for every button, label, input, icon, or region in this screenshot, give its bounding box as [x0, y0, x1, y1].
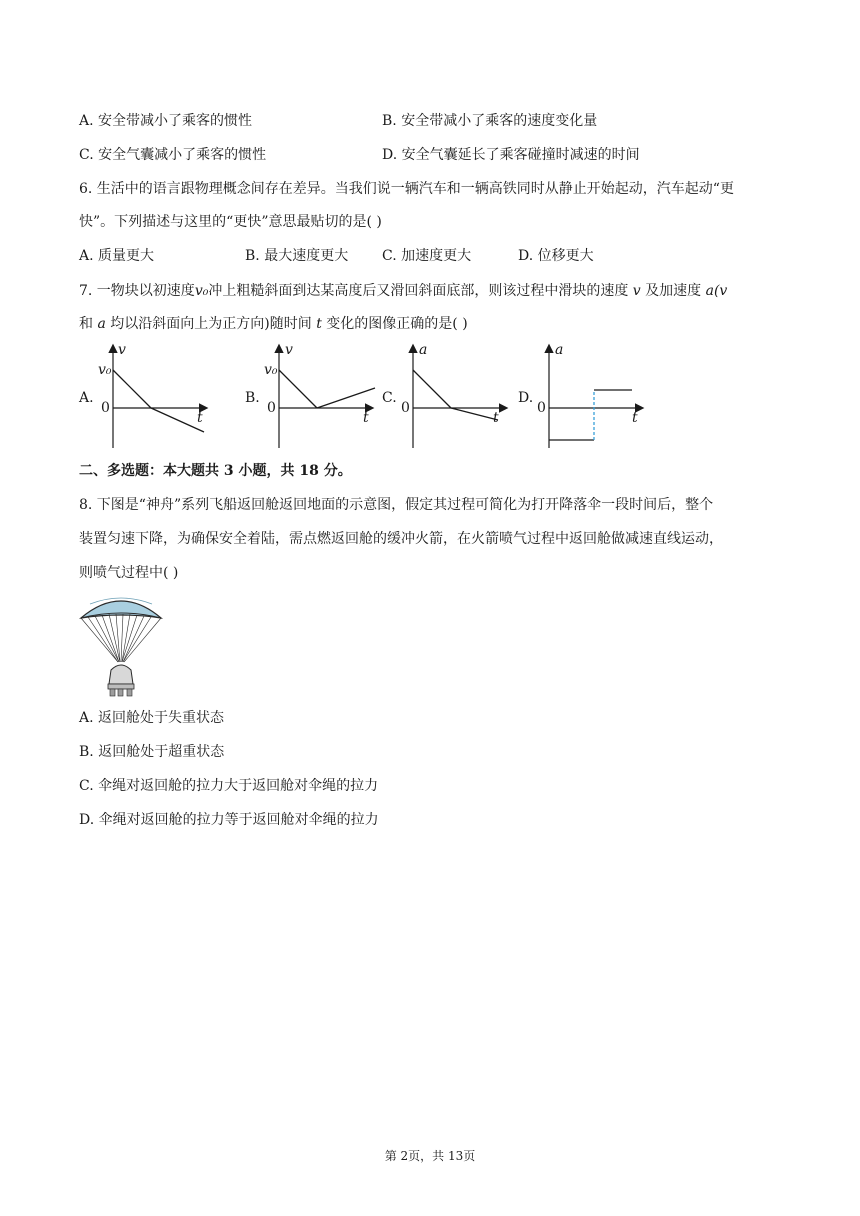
q7-stem-line2 — [79, 314, 468, 334]
graph-a-label: A. — [79, 390, 94, 406]
q8-option-d: D. 伞绳对返回舱的拉力等于返回舱对伞绳的拉力 — [79, 812, 379, 828]
graph-b-segment-2 — [317, 388, 375, 408]
q7-var-t: t — [316, 316, 322, 332]
capsule-body — [109, 665, 133, 684]
q6-option-b: B. 最大速度更大 — [245, 248, 349, 264]
graph-b-y0-label: v₀ — [264, 362, 278, 378]
q7-stem-line1 — [79, 281, 727, 301]
thruster-right — [127, 689, 132, 696]
graph-c-segment-1 — [413, 370, 451, 408]
q7-var-v0: v₀ — [194, 283, 209, 299]
graph-b-yaxis-label: v — [285, 342, 293, 358]
q7-text-1c: 及加速度 — [645, 283, 702, 299]
q7-text-2c: 变化的图像正确的是( ) — [326, 316, 468, 332]
q7-text-1b: 冲上粗糙斜面到达某高度后又滑回斜面底部，则该过程中滑块的速度 — [208, 283, 629, 299]
q6-stem-line2: 快”。下列描述与这里的“更快”意思最贴切的是( ) — [79, 214, 382, 230]
thruster-left — [110, 689, 115, 696]
q8-option-c: C. 伞绳对返回舱的拉力大于返回舱对伞绳的拉力 — [79, 778, 379, 794]
graph-b-segment-1 — [279, 370, 317, 408]
page-footer: 第 2页，共 13页 — [384, 1149, 476, 1163]
section-heading: 二、多选题：本大题共 3 小题，共 18 分。 — [79, 463, 352, 479]
graph-a — [96, 340, 216, 452]
q7-var-a: a — [97, 316, 106, 332]
graph-c-label: C. — [382, 390, 397, 406]
q5-option-a: A. 安全带减小了乘客的惯性 — [79, 113, 253, 129]
graph-c-xaxis-label: t — [493, 410, 499, 426]
q5-option-b: B. 安全带减小了乘客的速度变化量 — [382, 113, 598, 129]
graph-a-yaxis-label: v — [118, 342, 126, 358]
q8-stem-line2: 装置匀速下降，为确保安全着陆，需点燃返回舱的缓冲火箭，在火箭喷气过程中返回舱做减速直线运动， — [79, 531, 723, 547]
graph-a-segment-1 — [113, 370, 151, 408]
q8-stem-line1: 8. 下图是“神舟”系列飞船返回舱返回地面的示意图，假定其过程可简化为打开降落伞一段时间后，整个 — [79, 497, 714, 513]
graph-c — [396, 340, 516, 452]
graph-d-label: D. — [518, 390, 534, 406]
graph-a-origin: 0 — [101, 400, 110, 416]
graph-b-xaxis-label: t — [363, 410, 369, 426]
q7-var-a-open: a(v — [705, 283, 728, 299]
q6-option-c: C. 加速度更大 — [382, 248, 472, 264]
parachute-lines — [81, 614, 161, 662]
graph-c-segment-2 — [451, 408, 498, 420]
q6-option-a: A. 质量更大 — [79, 248, 155, 264]
graph-d-origin: 0 — [537, 400, 546, 416]
q5-option-c: C. 安全气囊减小了乘客的惯性 — [79, 147, 267, 163]
graph-b-origin: 0 — [267, 400, 276, 416]
q7-text-2b: 均以沿斜面向上为正方向)随时间 — [110, 316, 312, 332]
q8-option-b: B. 返回舱处于超重状态 — [79, 744, 225, 760]
q7-text-2a: 和 — [79, 316, 93, 332]
graph-c-origin: 0 — [401, 400, 410, 416]
graph-a-xaxis-label: t — [197, 410, 203, 426]
graph-d-xaxis-label: t — [632, 410, 638, 426]
q7-text-1a: 7. 一物块以初速度 — [79, 283, 195, 299]
q6-option-d: D. 位移更大 — [518, 248, 594, 264]
graph-c-yaxis-label: a — [419, 342, 428, 358]
q8-option-a: A. 返回舱处于失重状态 — [79, 710, 225, 726]
graph-b — [262, 340, 382, 452]
parachute-illustration — [78, 590, 164, 702]
graph-a-y0-label: v₀ — [98, 362, 112, 378]
q8-stem-line3: 则喷气过程中( ) — [79, 565, 179, 581]
thruster-middle — [118, 689, 123, 696]
q5-option-d: D. 安全气囊延长了乘客碰撞时减速的时间 — [382, 147, 640, 163]
graph-b-label: B. — [245, 390, 260, 406]
q7-var-v: v — [632, 283, 641, 299]
graph-d — [532, 340, 652, 452]
q6-stem-line1: 6. 生活中的语言跟物理概念间存在差异。当我们说一辆汽车和一辆高铁同时从静止开始起动，汽车起动“更 — [79, 181, 734, 197]
graph-d-yaxis-label: a — [555, 342, 564, 358]
